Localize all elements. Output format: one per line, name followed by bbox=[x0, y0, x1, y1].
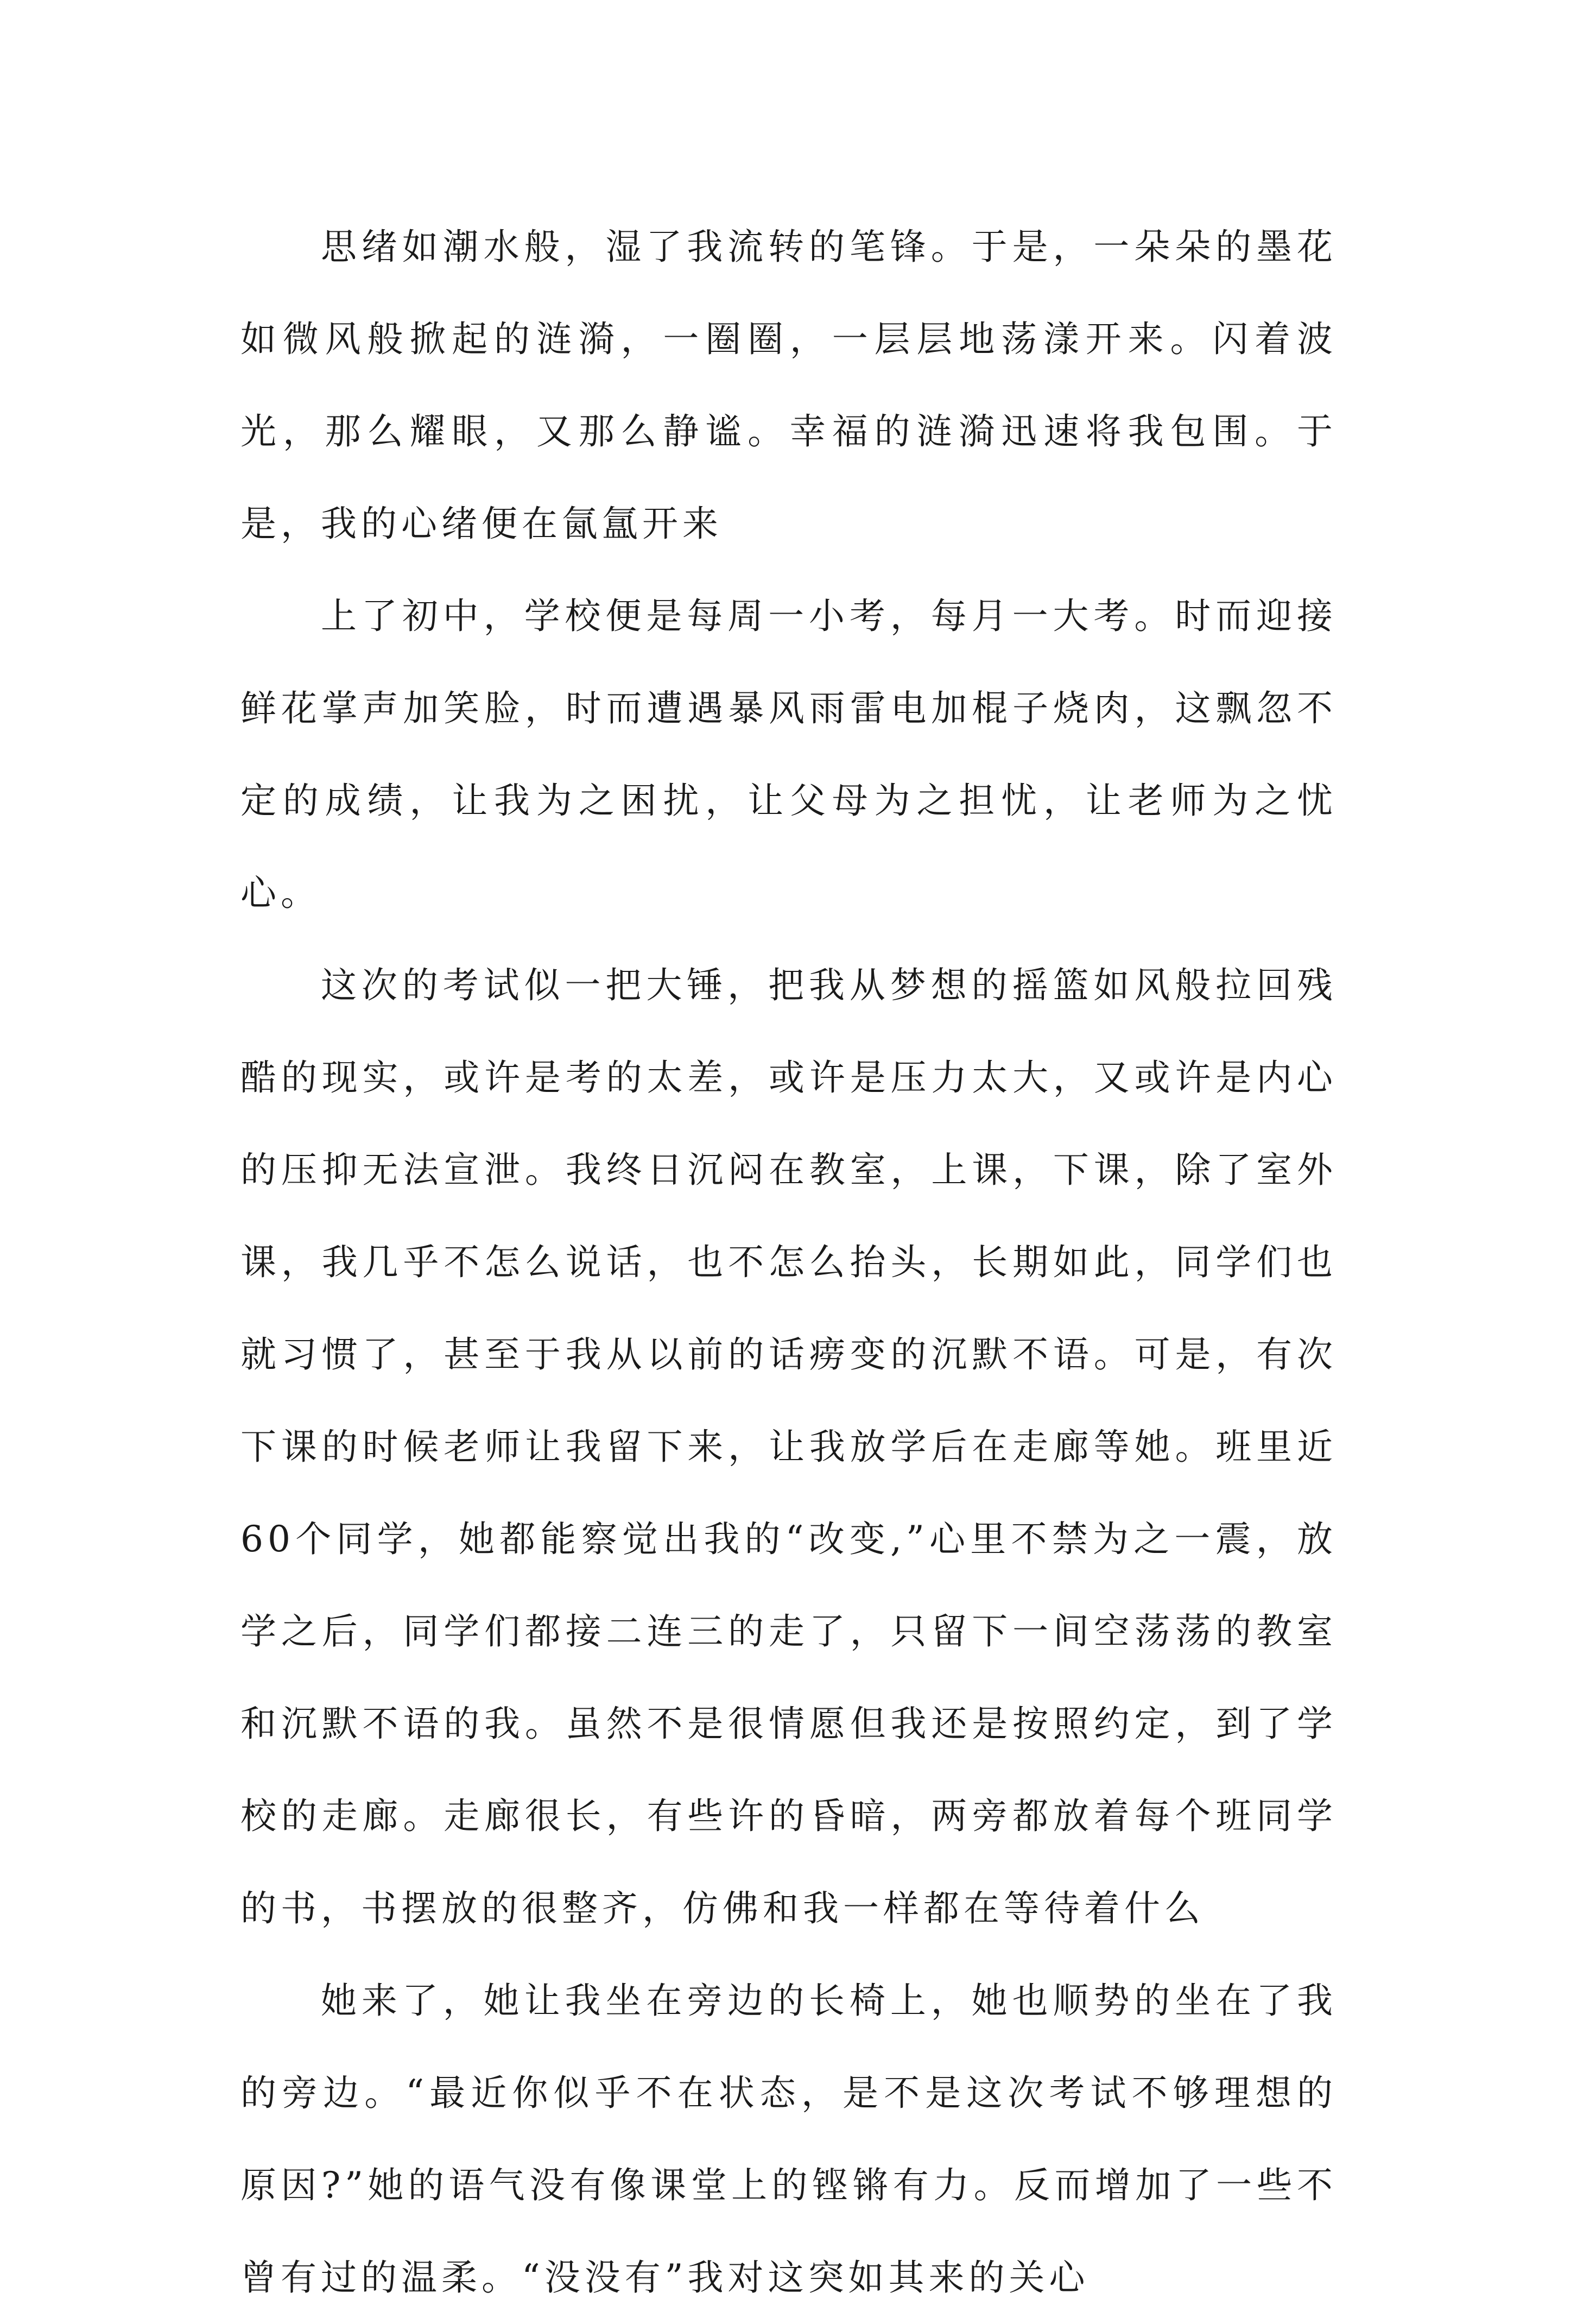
paragraph: 她来了，她让我坐在旁边的长椅上，她也顺势的坐在了我的旁边。“最近你似乎不在状态，是不是这次考试不够理想的原因?”她的语气没有像课堂上的铿锵有力。反而增加了一些不曾有过的温柔。“没没有”我对这突如其来的关心 bbox=[240, 1980, 1337, 2298]
paragraph: 这次的考试似一把大锤，把我从梦想的摇篮如风般拉回残酷的现实，或许是考的太差，或许是压力太大，又或许是内心的压抑无法宣泄。我终日沉闷在教室，上课，下课，除了室外课，我几乎不怎么说话，也不怎么抬头，长期如此，同学们也就习惯了，甚至于我从以前的话痨变的沉默不语。可是，有次下课的时候老师让我留下来，让我放学后在走廊等她。班里近60个同学，她都能察觉出我的“改变,”心里不禁为之一震，放学之后，同学们都接二连三的走了，只留下一间空荡荡的教室和沉默不语的我。虽然不是很情愿但我还是按照约定，到了学校的走廊。走廊很长，有些许的昏暗，两旁都放着每个班同学的书，书摆放的很整齐，仿佛和我一样都在等待着什么 bbox=[240, 964, 1337, 1929]
paragraph: 思绪如潮水般，湿了我流转的笔锋。于是，一朵朵的墨花如微风般掀起的涟漪，一圈圈，一层层地荡漾开来。闪着波光，那么耀眼，又那么静谧。幸福的涟漪迅速将我包围。于是，我的心绪便在氤氲开来 bbox=[240, 226, 1337, 545]
paragraph: 上了初中，学校便是每周一小考，每月一大考。时而迎接鲜花掌声加笑脸，时而遭遇暴风雨雷电加棍子烧肉，这飘忽不定的成绩，让我为之困扰，让父母为之担忧，让老师为之忧心。 bbox=[240, 595, 1337, 914]
document-body bbox=[240, 201, 1337, 2324]
